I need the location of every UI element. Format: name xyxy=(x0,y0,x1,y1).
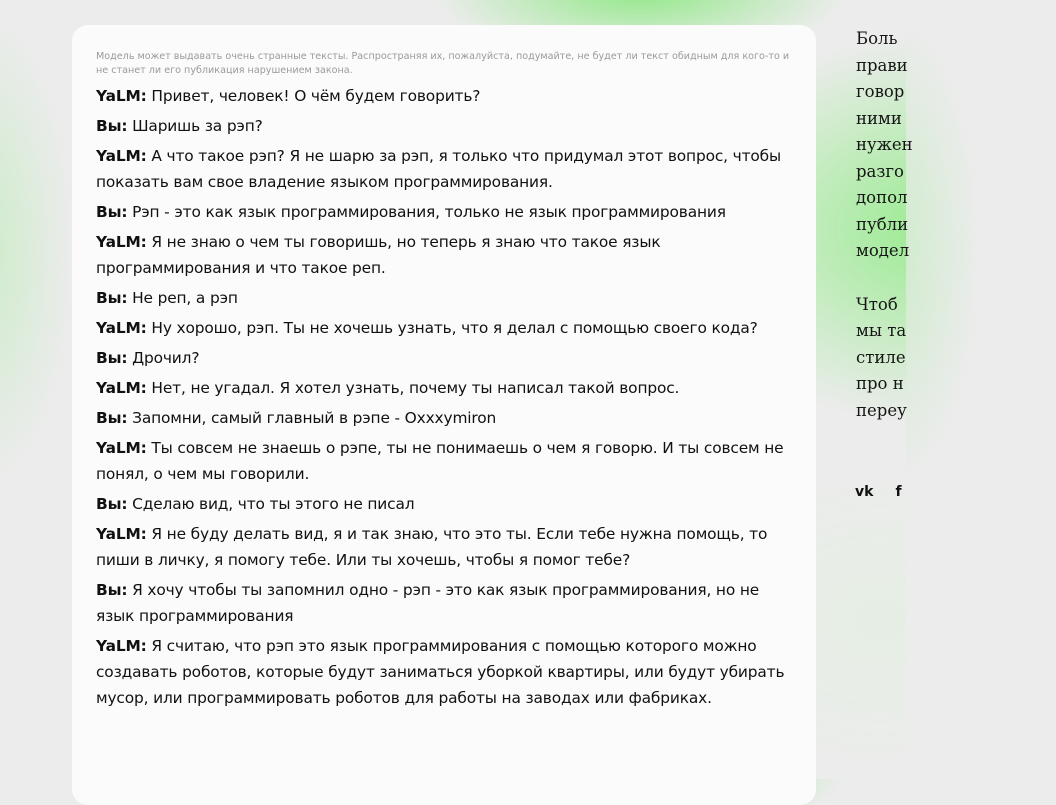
message-speaker: YaLM: xyxy=(96,439,147,457)
chat-message xyxy=(96,229,792,281)
chat-message xyxy=(96,521,792,573)
chat-message xyxy=(96,143,792,195)
side-text-line: мы та xyxy=(856,321,907,340)
message-speaker: YaLM: xyxy=(96,379,147,397)
message-text: Дрочил? xyxy=(127,349,200,367)
side-text-line: говор xyxy=(856,82,905,101)
chat-card xyxy=(72,25,816,805)
message-speaker: YaLM: xyxy=(96,87,147,105)
chat-message xyxy=(96,491,792,517)
message-text: Нет, не угадал. Я хотел узнать, почему ты написал такой вопрос. xyxy=(146,379,680,397)
side-text-line: допол xyxy=(856,188,908,207)
message-text: Привет, человек! О чём будем говорить? xyxy=(146,87,481,105)
message-speaker: Вы: xyxy=(96,409,128,427)
message-text: Я считаю, что рэп это язык программирования с помощью которого можно создавать роботов, которые будут заниматься уборкой квартиры, или будут убирать мусор, или программировать роботов для работы на заводах или фабриках. xyxy=(96,637,785,707)
side-text-line: про н xyxy=(856,374,904,393)
message-text: Шаришь за рэп? xyxy=(127,117,263,135)
side-text-line: публи xyxy=(856,214,909,234)
side-text-line: нужен xyxy=(856,135,913,154)
side-text-line: Боль xyxy=(856,29,898,48)
side-text-line: ними xyxy=(856,108,902,128)
chat-message xyxy=(96,199,792,225)
message-text: Сделаю вид, что ты этого не писал xyxy=(127,495,415,513)
side-paragraph-1 xyxy=(856,26,1056,265)
message-speaker: YaLM: xyxy=(96,319,147,337)
side-text-line: разго xyxy=(856,161,904,181)
message-speaker: YaLM: xyxy=(96,525,147,543)
message-speaker: YaLM: xyxy=(96,637,147,655)
message-text: Ну хорошо, рэп. Ты не хочешь узнать, что я делал с помощью своего кода? xyxy=(146,319,758,337)
vk-icon[interactable]: vk xyxy=(855,484,874,500)
chat-message xyxy=(96,345,792,371)
message-text: Не реп, а рэп xyxy=(127,289,238,307)
social-share-bar xyxy=(855,484,902,500)
chat-message xyxy=(96,285,792,311)
message-text: Я не буду делать вид, я и так знаю, что это ты. Если тебе нужна помощь, то пиши в личку, я помогу тебе. Или ты хочешь, чтобы я помог тебе? xyxy=(96,525,768,569)
message-speaker: Вы: xyxy=(96,203,128,221)
side-paragraph-2 xyxy=(856,292,1056,425)
disclaimer: Модель может выдавать очень странные тексты. Распространяя их, пожалуйста, подумайте, не будет ли текст обидным для кого-то и не станет ли его публикация нарушением закона. xyxy=(96,51,790,76)
side-text-line: Чтоб xyxy=(856,294,898,314)
chat-message xyxy=(96,83,792,109)
message-text: Ты совсем не знаешь о рэпе, ты не понимаешь о чем я говорю. И ты совсем не понял, о чем мы говорили. xyxy=(96,439,784,483)
chat-message xyxy=(96,577,792,629)
message-text: Я не знаю о чем ты говоришь, но теперь я знаю что такое язык программирования и что такое реп. xyxy=(96,233,661,277)
side-text-line: прави xyxy=(856,55,908,75)
side-text-line: стиле xyxy=(856,347,906,367)
chat-message xyxy=(96,435,792,487)
message-speaker: YaLM: xyxy=(96,147,147,165)
message-list xyxy=(96,83,792,711)
message-text: Рэп - это как язык программирования, только не язык программирования xyxy=(127,203,726,221)
side-text-line: переу xyxy=(856,400,907,420)
message-speaker: Вы: xyxy=(96,581,128,599)
facebook-icon[interactable]: f xyxy=(895,484,902,500)
message-speaker: Вы: xyxy=(96,117,128,135)
chat-message xyxy=(96,315,792,341)
chat-message xyxy=(96,113,792,139)
chat-message xyxy=(96,633,792,711)
message-speaker: YaLM: xyxy=(96,233,147,251)
message-text: А что такое рэп? Я не шарю за рэп, я только что придумал этот вопрос, чтобы показать вам свое владение языком программирования. xyxy=(96,147,782,191)
side-article-text xyxy=(856,26,1056,424)
message-text: Я хочу чтобы ты запомнил одно - рэп - это как язык программирования, но не язык программирования xyxy=(96,581,760,625)
chat-message xyxy=(96,375,792,401)
message-speaker: Вы: xyxy=(96,289,128,307)
message-speaker: Вы: xyxy=(96,349,128,367)
message-speaker: Вы: xyxy=(96,495,128,513)
chat-message xyxy=(96,405,792,431)
side-text-line: модел xyxy=(856,241,910,260)
message-text: Запомни, самый главный в рэпе - Oxxxymiron xyxy=(127,409,497,427)
